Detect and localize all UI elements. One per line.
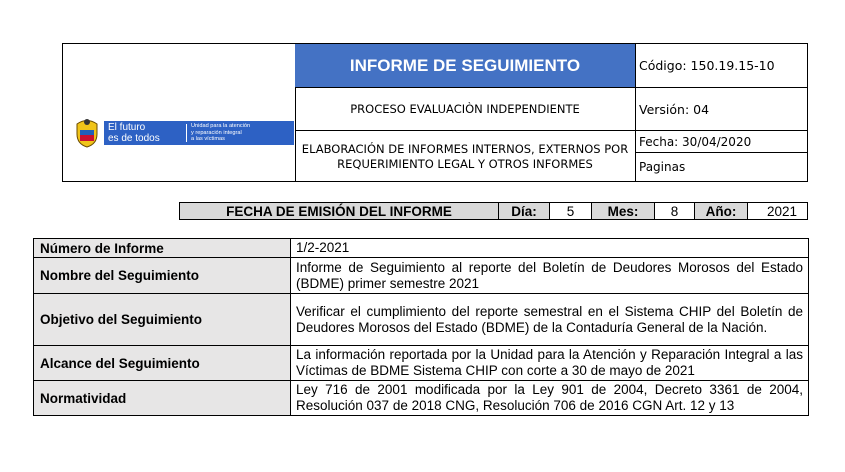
header-middle: [295, 44, 636, 181]
day-label: Día:: [499, 203, 550, 219]
row-label: Nombre del Seguimiento: [34, 258, 291, 294]
logo-slogan: El futuro es de todos: [108, 122, 160, 144]
table-row: [34, 258, 809, 294]
document-date: Fecha: 30/04/2020: [636, 131, 807, 153]
row-value: Verificar el cumplimiento del reporte semestral en el Sistema CHIP del Boletín de Deudores Morosos del Estado (BDME) de la Contaduría General de la Nación.: [291, 294, 809, 346]
report-title: INFORME DE SEGUIMIENTO: [295, 44, 635, 88]
month-label: Mes:: [592, 203, 655, 219]
emission-date-strip: [179, 202, 808, 220]
row-value: Ley 716 de 2001 modificada por la Ley 901 de 2004, Decreto 3361 de 2004, Resolución 037 de 2018 CNG, Resolución 706 de 2016 CGN Art. 12 y 13: [291, 381, 809, 416]
table-row: [34, 239, 809, 258]
document-pages: Paginas: [639, 160, 686, 174]
row-label: Alcance del Seguimiento: [34, 346, 291, 381]
row-value: 1/2-2021: [291, 239, 809, 258]
table-row: [34, 294, 809, 346]
logo-unit-name: Unidad para la atención y reparación integral a las víctimas: [191, 123, 251, 143]
row-value: La información reportada por la Unidad para la Atención y Reparación Integral a las Víctimas de BDME Sistema CHIP con corte a 30 de mayo de 2021: [291, 346, 809, 381]
document-version: Versión: 04: [636, 88, 807, 131]
logo-divider: [186, 124, 187, 142]
table-row: [34, 346, 809, 381]
year-value: 2021: [766, 203, 797, 219]
coat-of-arms-icon: [74, 118, 100, 148]
month-value: 8: [655, 203, 695, 219]
header-metadata: [636, 44, 807, 181]
year-label: Año:: [695, 203, 748, 219]
document-header: [62, 43, 808, 182]
subprocess-name: ELABORACIÓN DE INFORMES INTERNOS, EXTERNOS POR REQUERIMIENTO LEGAL Y OTROS INFORMES: [301, 142, 629, 171]
emission-label: FECHA DE EMISIÓN DEL INFORME: [180, 203, 499, 219]
day-value: 5: [550, 203, 592, 219]
report-info-table: [33, 238, 809, 416]
logo-cell: [63, 44, 296, 181]
row-label: Número de Informe: [34, 239, 291, 258]
table-row: [34, 381, 809, 416]
process-name: PROCESO EVALUACIÒN INDEPENDIENTE: [295, 88, 635, 131]
institution-logo: [74, 118, 294, 150]
document-code: Código: 150.19.15-10: [636, 44, 807, 88]
row-label: Normatividad: [34, 381, 291, 416]
row-value: Informe de Seguimiento al reporte del Boletín de Deudores Morosos del Estado (BDME) primer semestre 2021: [291, 258, 809, 294]
row-label: Objetivo del Seguimiento: [34, 294, 291, 346]
logo-banner: [104, 121, 294, 145]
